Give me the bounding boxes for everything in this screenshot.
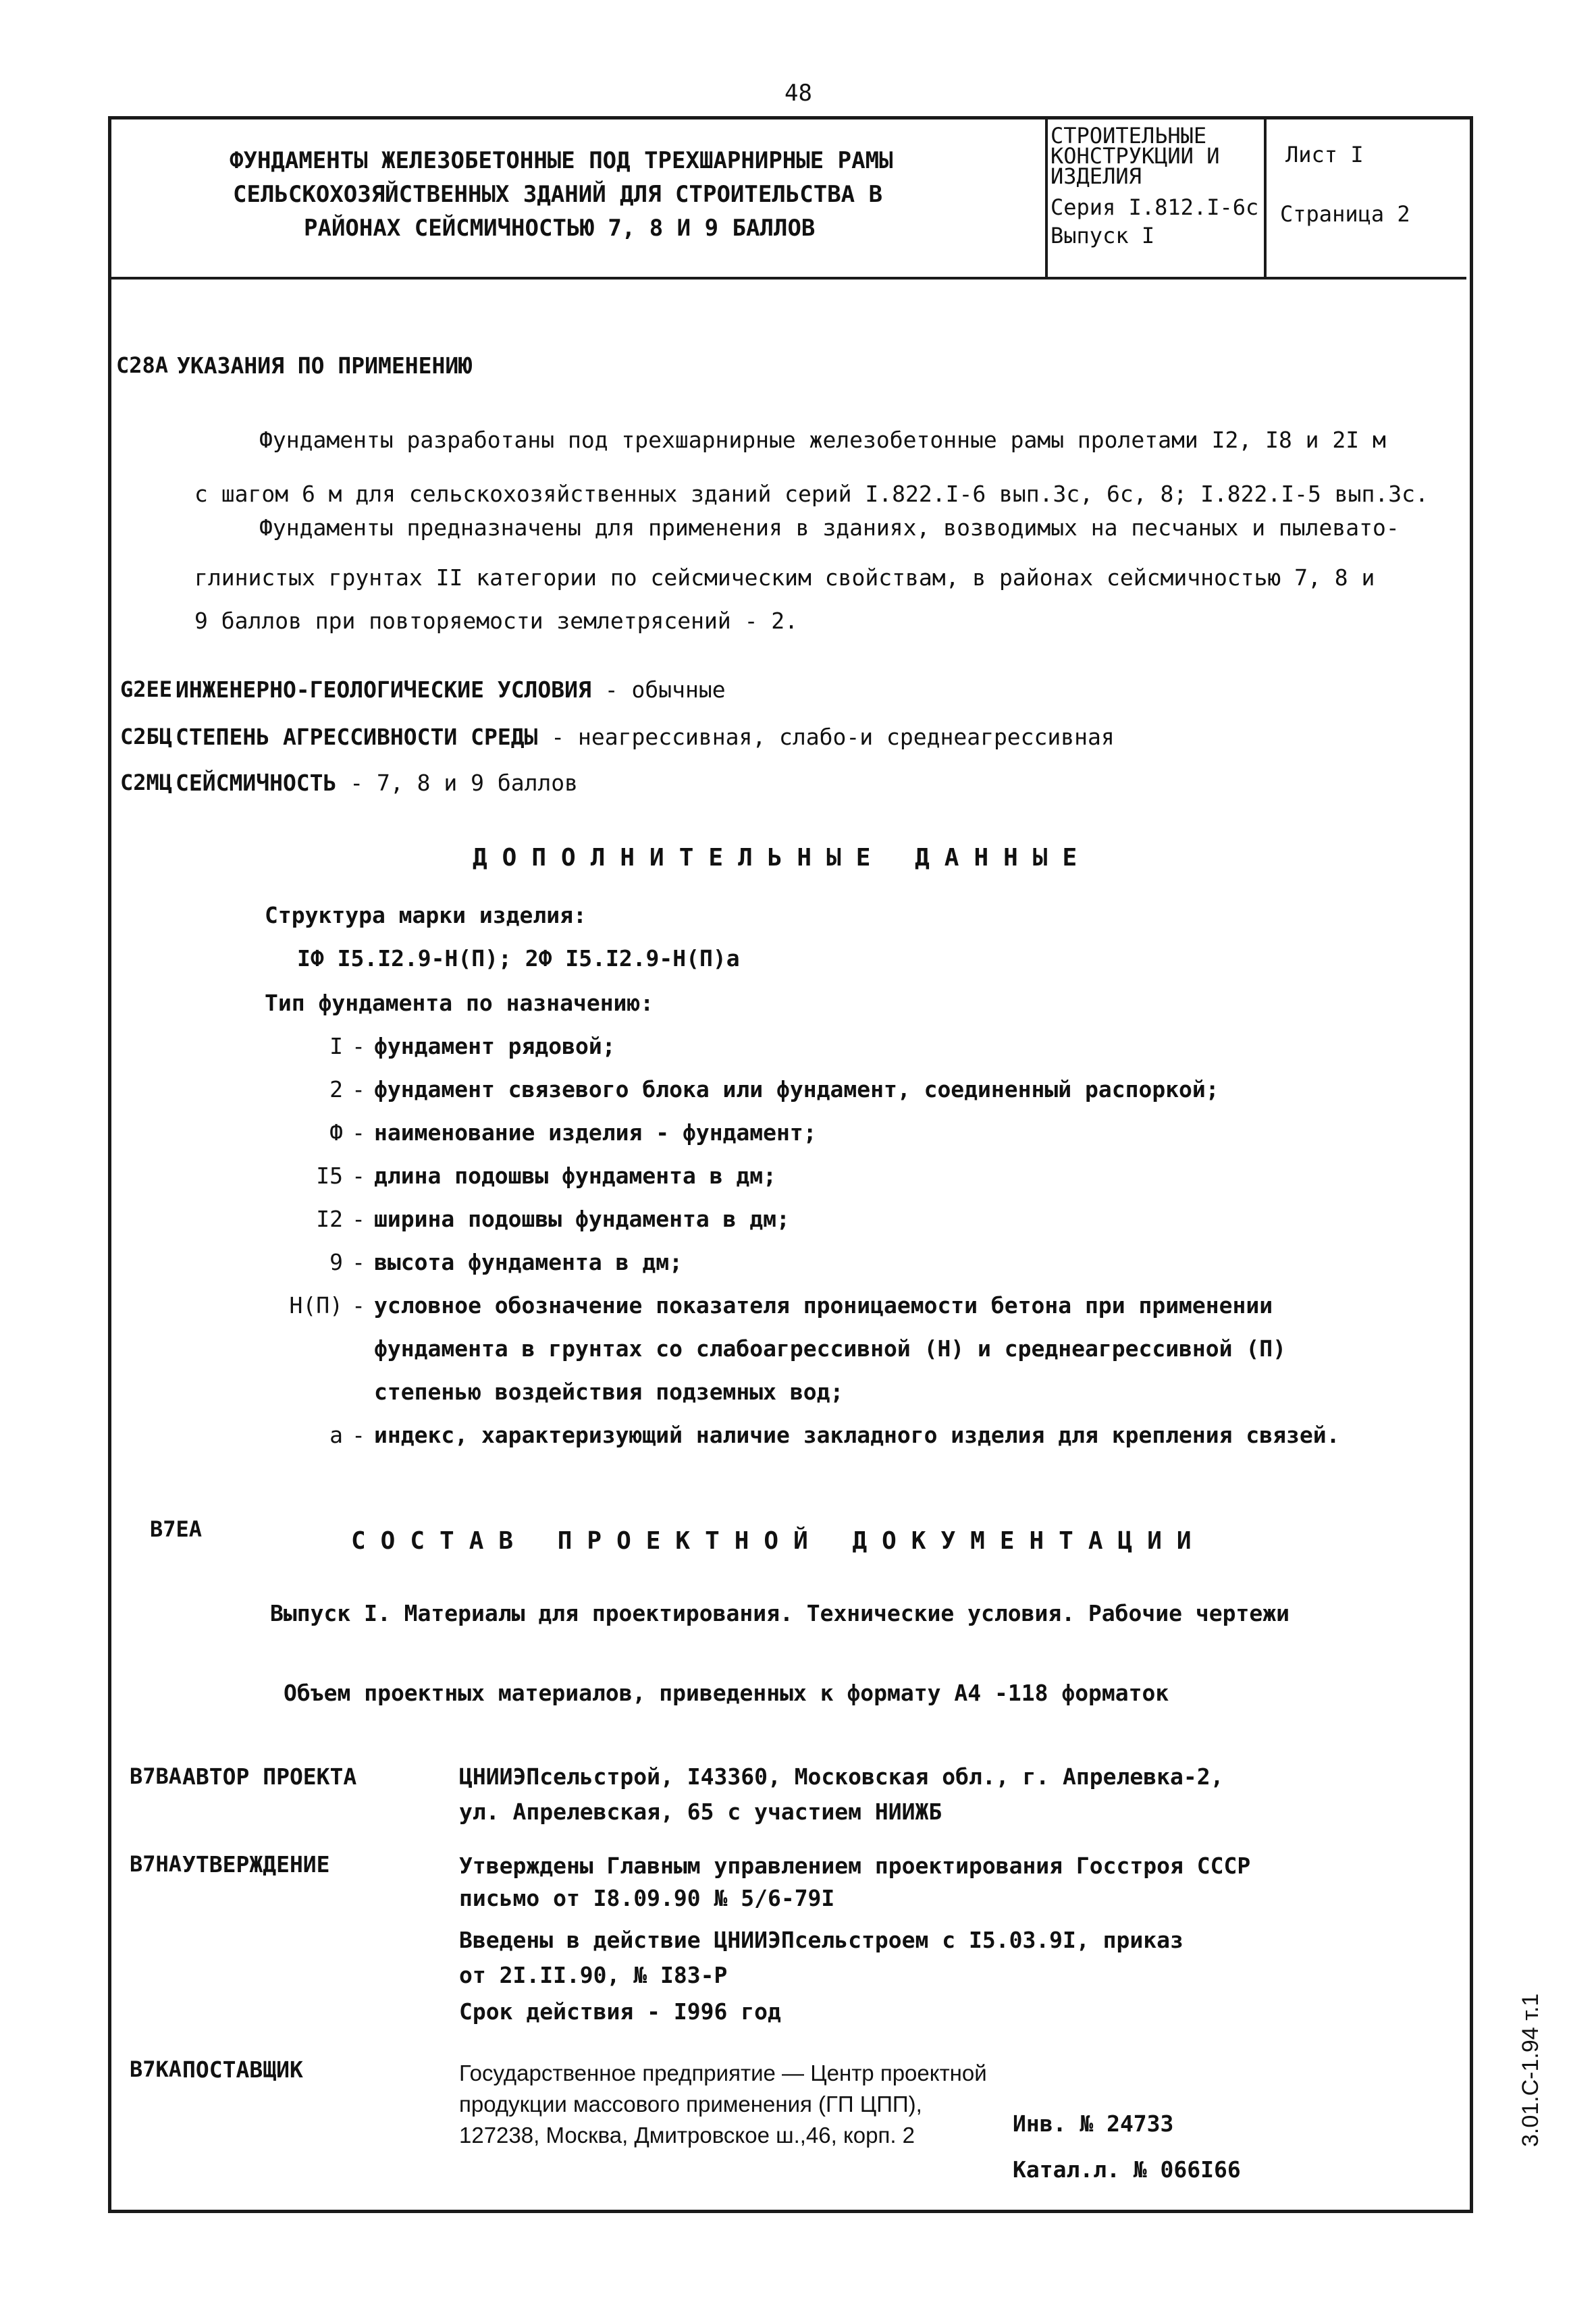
category-line-1: СТРОИТЕЛЬНЫЕ [1050, 123, 1207, 149]
mark-example: IФ I5.I2.9-Н(П); 2Ф I5.I2.9-Н(П)а [297, 945, 740, 972]
author-code: В7ВА [130, 1763, 182, 1789]
dash-glyph: - [352, 1033, 365, 1059]
inventory-number: Инв. № 24733 [1013, 2110, 1174, 2137]
legend-key: I5 [316, 1163, 343, 1189]
condition-value: - 7, 8 и 9 баллов [336, 770, 579, 796]
approval-label: УТВЕРЖДЕНИЕ [182, 1851, 330, 1878]
approval-line: Введены в действие ЦНИИЭПсельстроем с I5.03.9I, приказ [459, 1927, 1183, 1953]
condition-row [176, 676, 726, 703]
usage-line: Фундаменты предназначены для применения в зданиях, возводимых на песчаных и пылевато- [259, 514, 1400, 541]
legend-key: 9 [329, 1249, 343, 1275]
supplier-line: Государственное предприятие — Центр проектной [459, 2061, 987, 2085]
legend-key: Н(П) [289, 1292, 343, 1319]
supplier-code: В7КА [130, 2056, 182, 2082]
author-line: ул. Апрелевская, 65 с участием НИИЖБ [459, 1799, 942, 1825]
approval-code: В7НА [130, 1851, 182, 1877]
condition-code: С2МЦ [120, 770, 173, 795]
dash-glyph: - [352, 1422, 365, 1448]
structure-label: Структура марки изделия: [265, 902, 587, 928]
legend-continuation: фундамента в грунтах со слабоагрессивной (Н) и среднеагрессивной (П) [374, 1335, 1287, 1362]
legend-item [263, 1033, 616, 1059]
legend-key: Ф [329, 1119, 343, 1146]
usage-heading: УКАЗАНИЯ ПО ПРИМЕНЕНИЮ [177, 352, 473, 379]
condition-value: - неагрессивная, слабо-и среднеагрессивная [537, 724, 1115, 750]
usage-line: Фундаменты разработаны под трехшарнирные железобетонные рамы пролетами I2, I8 и 2I м [259, 427, 1386, 453]
approval-line: от 2I.II.90, № I83-Р [459, 1962, 728, 1988]
legend-item [263, 1076, 1219, 1102]
legend-text: условное обозначение показателя проницаемости бетона при применении [374, 1292, 1273, 1319]
title-divider-1 [1045, 116, 1048, 277]
dash-glyph: - [352, 1076, 365, 1102]
dash-glyph: - [352, 1249, 365, 1275]
type-label: Тип фундамента по назначению: [265, 990, 654, 1016]
issue-number: Выпуск I [1050, 223, 1155, 248]
category-line-3: ИЗДЕЛИЯ [1050, 163, 1142, 189]
volume-line: Объем проектных материалов, приведенных к формату А4 -118 форматок [284, 1680, 1169, 1706]
condition-label: СЕЙСМИЧНОСТЬ [176, 770, 337, 796]
side-label: 3.01.С-1.94 т.1 [1518, 1993, 1543, 2147]
legend-key: а [329, 1422, 343, 1448]
doc-title-line-1: ФУНДАМЕНТЫ ЖЕЛЕЗОБЕТОННЫЕ ПОД ТРЕХШАРНИРНЫЕ РАМЫ [230, 147, 893, 174]
legend-key: I [329, 1033, 343, 1059]
sheet-number: Лист I [1285, 142, 1364, 167]
legend-text: ширина подошвы фундамента в дм; [374, 1206, 790, 1232]
usage-line: 9 баллов при повторяемости землетрясений - 2. [194, 608, 799, 634]
dash-glyph: - [352, 1206, 365, 1232]
legend-text: фундамент рядовой; [374, 1033, 616, 1059]
legend-item [263, 1292, 1273, 1319]
legend-item [263, 1422, 1339, 1448]
approval-line: письмо от I8.09.90 № 5/6-79I [459, 1885, 835, 1911]
doc-title-line-3: РАЙОНАХ СЕЙСМИЧНОСТЬЮ 7, 8 И 9 БАЛЛОВ [304, 215, 816, 242]
documentation-code: В7ЕА [150, 1516, 203, 1542]
condition-code: С2БЦ [120, 724, 173, 749]
supplier-line: продукции массового применения (ГП ЦПП), [459, 2092, 922, 2117]
documentation-heading: СОСТАВ ПРОЕКТНОЙ ДОКУМЕНТАЦИИ [351, 1527, 1206, 1555]
legend-text: высота фундамента в дм; [374, 1249, 683, 1275]
legend-key: I2 [316, 1206, 343, 1232]
legend-item [263, 1119, 817, 1146]
usage-line: глинистых грунтах II категории по сейсмическим свойствам, в районах сейсмичностью 7, 8 и [194, 564, 1375, 591]
title-divider-2 [1264, 116, 1267, 277]
usage-code: С28А [116, 352, 169, 378]
legend-text: наименование изделия - фундамент; [374, 1119, 817, 1146]
approval-line: Утверждены Главным управлением проектирования Госстроя СССР [459, 1853, 1251, 1879]
additional-heading: ДОПОЛНИТЕЛЬНЫЕ ДАННЫЕ [473, 844, 1092, 872]
legend-item [263, 1206, 790, 1232]
legend-key: 2 [329, 1076, 343, 1102]
condition-code: G2ЕЕ [120, 676, 173, 702]
legend-item [263, 1249, 683, 1275]
usage-line: с шагом 6 м для сельскохозяйственных зданий серий I.822.I-6 вып.3с, 6с, 8; I.822.I-5 вып.3с. [194, 481, 1429, 507]
legend-text: фундамент связевого блока или фундамент, соединенный распоркой; [374, 1076, 1219, 1102]
doc-title-line-2: СЕЛЬСКОХОЗЯЙСТВЕННЫХ ЗДАНИЙ ДЛЯ СТРОИТЕЛЬСТВА В [233, 181, 883, 208]
legend-text: длина подошвы фундамента в дм; [374, 1163, 777, 1189]
issue-line: Выпуск I. Материалы для проектирования. Технические условия. Рабочие чертежи [270, 1600, 1289, 1626]
legend-continuation: степенью воздействия подземных вод; [374, 1379, 844, 1405]
category-line-2: КОНСТРУКЦИИ И [1050, 143, 1220, 169]
supplier-label: ПОСТАВЩИК [182, 2056, 303, 2083]
condition-row [176, 724, 1115, 750]
condition-label: СТЕПЕНЬ АГРЕССИВНОСТИ СРЕДЫ [176, 724, 538, 750]
dash-glyph: - [352, 1119, 365, 1146]
condition-value: - обычные [591, 676, 726, 703]
legend-item [263, 1163, 776, 1189]
author-label: АВТОР ПРОЕКТА [182, 1763, 357, 1790]
author-line: ЦНИИЭПсельстрой, I43360, Московская обл., г. Апрелевка-2, [459, 1763, 1224, 1790]
condition-row [176, 770, 578, 796]
page-number: 48 [784, 80, 812, 107]
supplier-line: 127238, Москва, Дмитровское ш.,46, корп. 2 [459, 2123, 915, 2148]
page-label: Страница 2 [1280, 201, 1410, 227]
dash-glyph: - [352, 1292, 365, 1319]
series-number: Серия I.812.I-6с [1050, 194, 1259, 220]
legend-text: индекс, характеризующий наличие закладного изделия для крепления связей. [374, 1422, 1340, 1448]
approval-line: Срок действия - I996 год [459, 1998, 781, 2025]
condition-label: ИНЖЕНЕРНО-ГЕОЛОГИЧЕСКИЕ УСЛОВИЯ [176, 676, 591, 703]
catalog-number: Катал.л. № 066I66 [1013, 2156, 1241, 2183]
dash-glyph: - [352, 1163, 365, 1189]
